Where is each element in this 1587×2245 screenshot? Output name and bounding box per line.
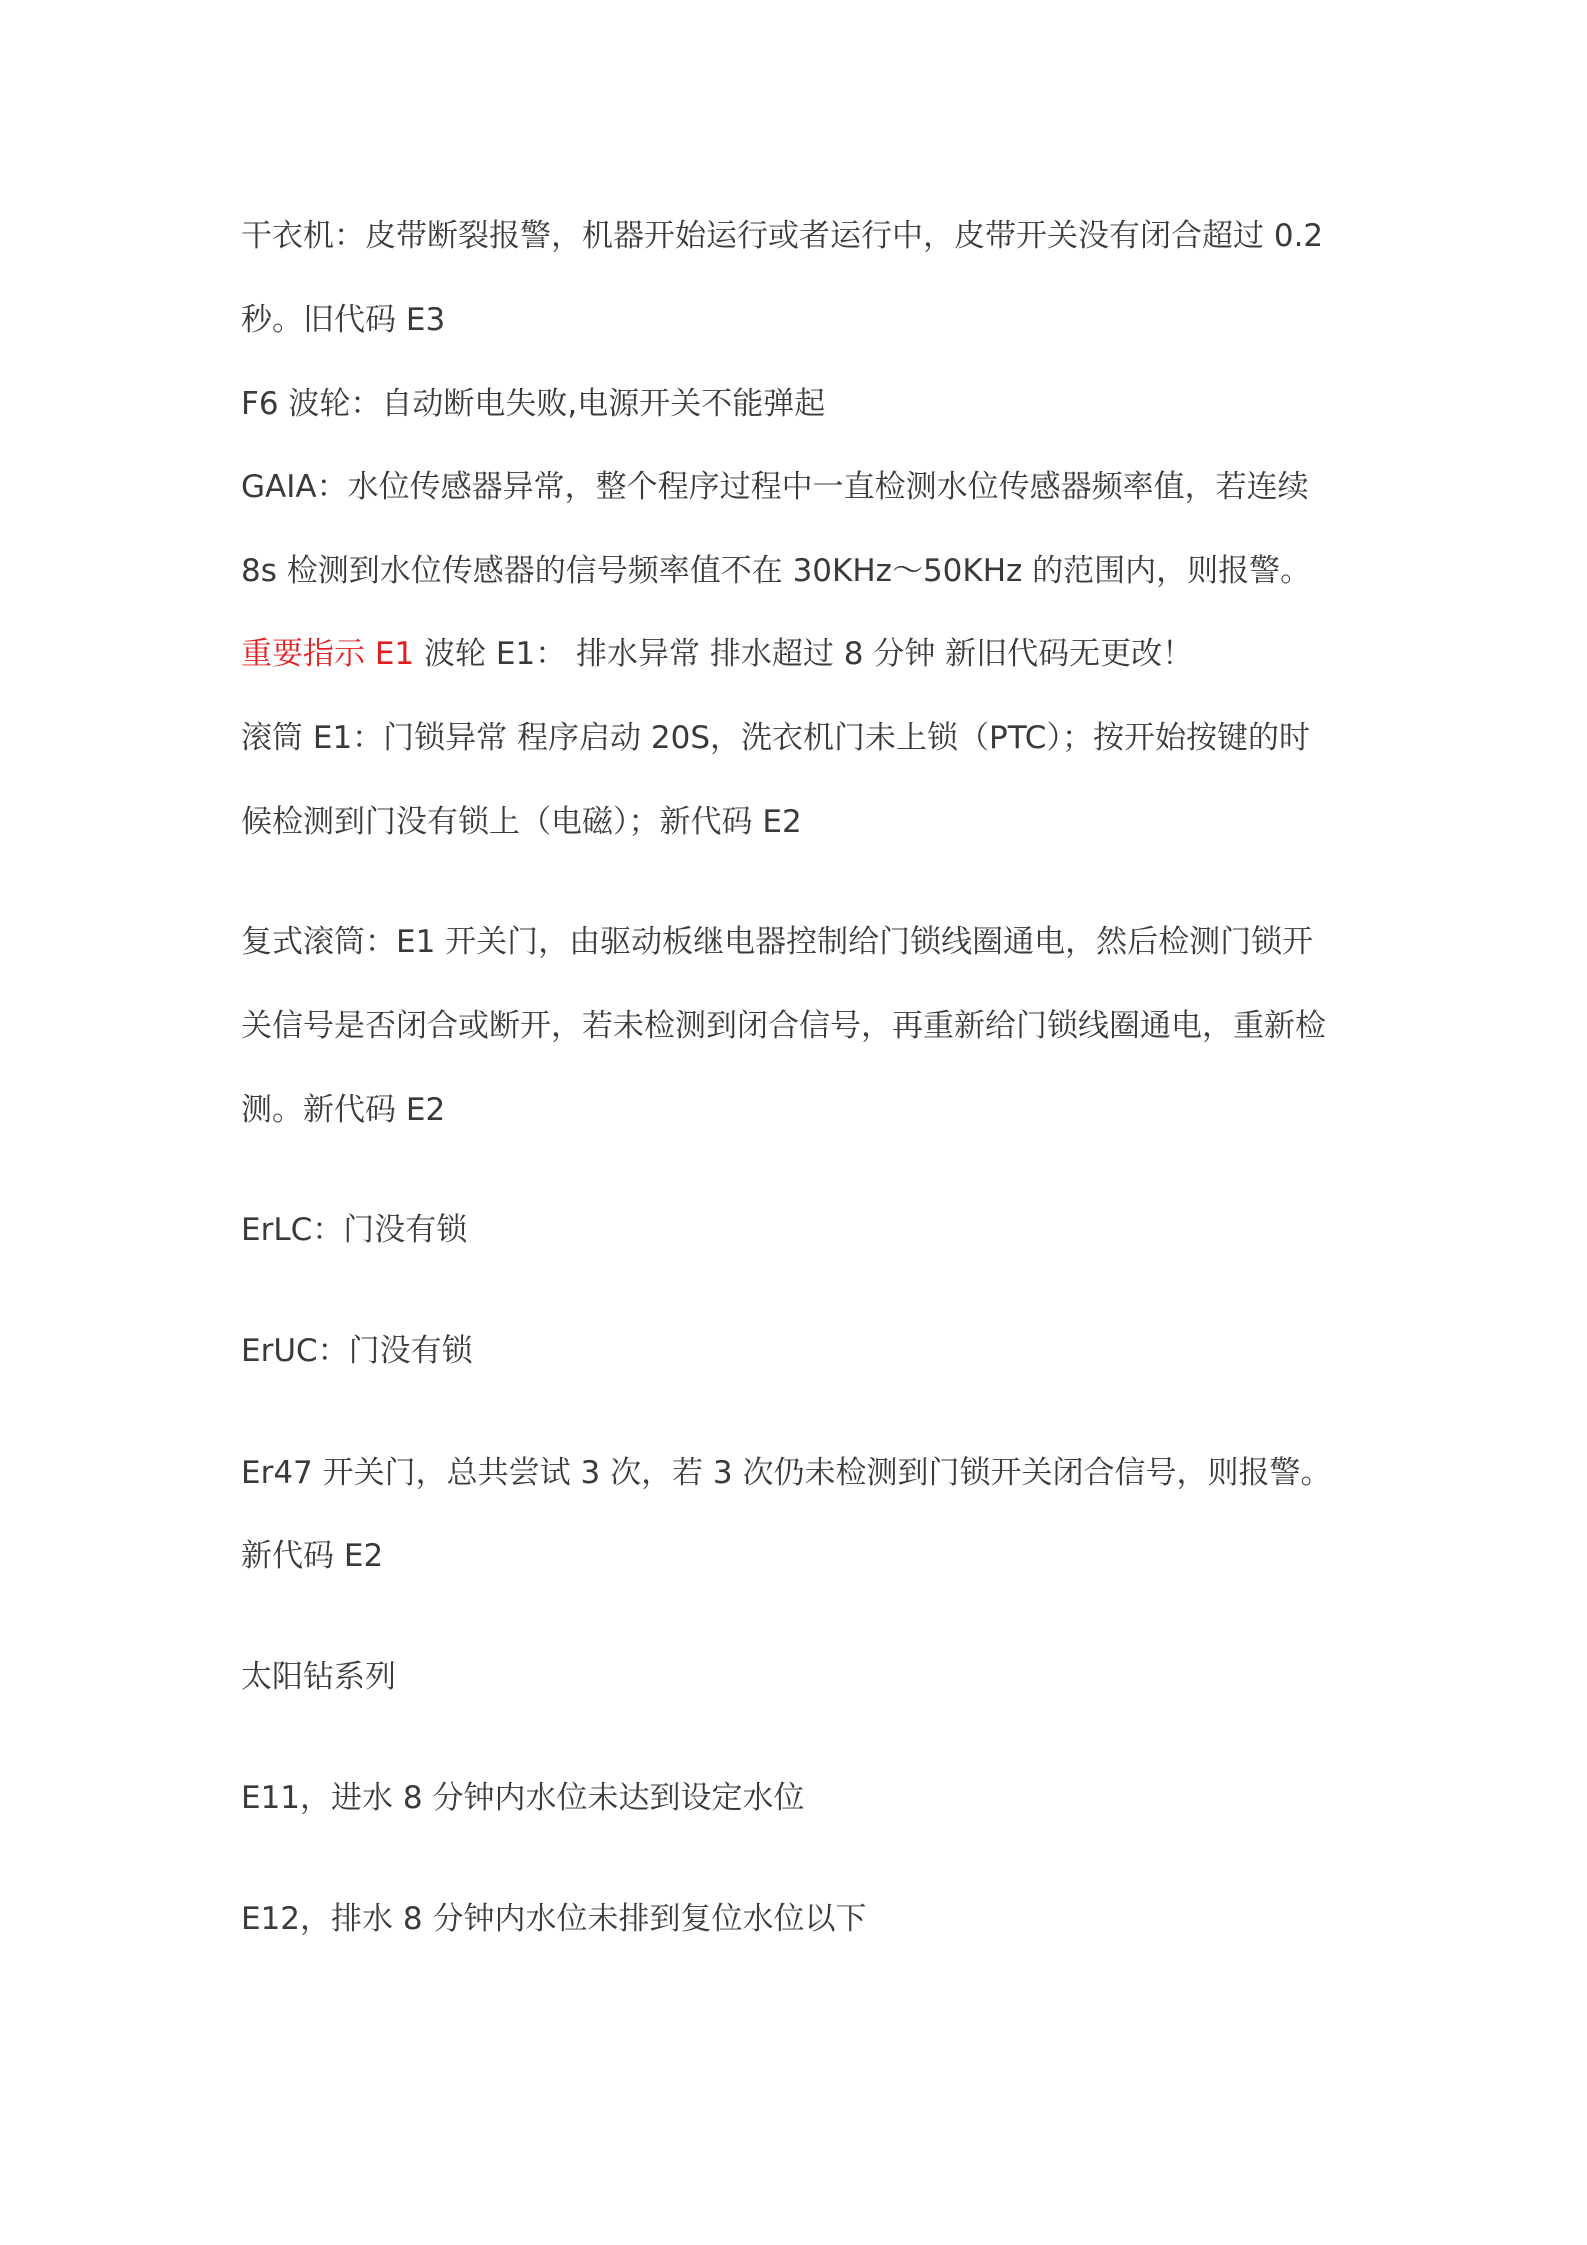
paragraph-f6: F6 波轮：自动断电失败,电源开关不能弹起: [241, 386, 826, 422]
paragraph-duplex-line-3: 测。新代码 E2: [241, 1092, 446, 1128]
section-sun-drill-series: 太阳钻系列: [241, 1659, 396, 1695]
paragraph-gaia-line-2: 8s 检测到水位传感器的信号频率值不在 30KHz～50KHz 的范围内，则报警。: [241, 553, 1312, 589]
paragraph-drum-line-1: 滚筒 E1：门锁异常 程序启动 20S，洗衣机门未上锁（PTC）；按开始按键的时: [241, 720, 1310, 756]
paragraph-e11: E11，进水 8 分钟内水位未达到设定水位: [241, 1780, 805, 1816]
paragraph-duplex-line-2: 关信号是否闭合或断开，若未检测到闭合信号，再重新给门锁线圈通电，重新检: [241, 1008, 1326, 1044]
paragraph-er47-line-1: Er47 开关门，总共尝试 3 次，若 3 次仍未检测到门锁开关闭合信号，则报警。: [241, 1455, 1332, 1491]
paragraph-gaia-line-1: GAIA：水位传感器异常，整个程序过程中一直检测水位传感器频率值，若连续: [241, 469, 1309, 505]
paragraph-important-e1: [241, 634, 1193, 674]
important-highlight: 重要指示 E1: [241, 636, 415, 672]
important-text: 波轮 E1： 排水异常 排水超过 8 分钟 新旧代码无更改！: [424, 636, 1194, 672]
paragraph-drum-line-2: 候检测到门没有锁上（电磁）；新代码 E2: [241, 804, 802, 840]
paragraph-e12: E12，排水 8 分钟内水位未排到复位水位以下: [241, 1901, 867, 1937]
paragraph-erlc: ErLC：门没有锁: [241, 1212, 468, 1248]
paragraph-dryer-line-2: 秒。旧代码 E3: [241, 302, 446, 338]
paragraph-eruc: ErUC：门没有锁: [241, 1333, 473, 1369]
paragraph-er47-line-2: 新代码 E2: [241, 1538, 384, 1574]
paragraph-duplex-line-1: 复式滚筒：E1 开关门，由驱动板继电器控制给门锁线圈通电，然后检测门锁开: [241, 924, 1314, 960]
paragraph-dryer-line-1: 干衣机：皮带断裂报警，机器开始运行或者运行中，皮带开关没有闭合超过 0.2: [241, 218, 1324, 254]
